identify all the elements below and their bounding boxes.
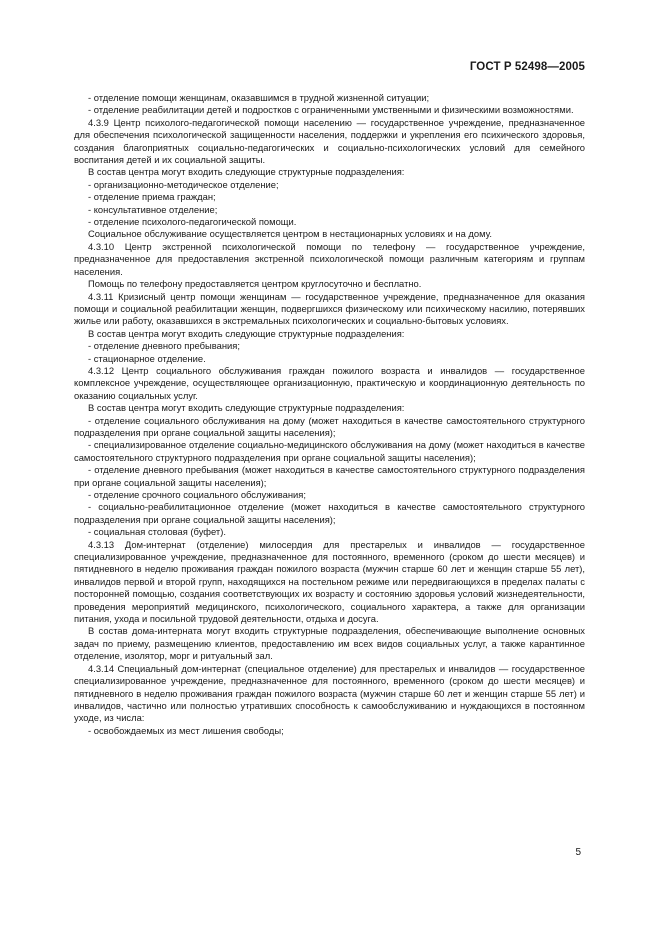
paragraph: - отделение психолого-педагогической помощи. <box>88 216 297 228</box>
paragraph: - отделение срочного социального обслуживания; <box>88 489 306 500</box>
paragraph: - отделение социального обслуживания на дому (может находиться в качестве самостоятельного структурного подразделения при органе социальной защиты населения); <box>74 414 585 438</box>
paragraph: 4.3.13 Дом-интернат (отделение) милосердия для престарелых и инвалидов — государственное специализированное учреждение, предназначенное для постоянного, временного (сроком до шести месяцев) и пятидневного в неделю проживания граждан пожилого возраста (мужчин старше 60 лет и женщин старше 55 лет), инвалидов первой и второй групп, находящихся на постельном режиме или передвигающихся в пределах палаты с посторонней помощью, создания соответствующих их возрасту и состоянию здоровья условий жизнедеятельности, проведения мероприятий медицинского, психологического, социального характера, а также для организации питания, ухода и посильной трудовой деятельности, отдыха и досуга. <box>74 538 585 625</box>
paragraph: Социальное обслуживание осуществляется центром в нестационарных условиях и на дому. <box>88 228 492 240</box>
paragraph: 4.3.14 Специальный дом-интернат (специальное отделение) для престарелых и инвалидов — государственное специализированное учреждение, предназначенное для постоянного, временного (сроком до шести месяцев) и пятидневного в неделю проживания граждан пожилого возраста (мужчин старше 60 лет и женщин старше 55 лет) и инвалидов, частично или полностью утративших способность к самообслуживанию и нуждающихся в постоянном уходе, из числа: <box>74 662 585 724</box>
paragraph: 4.3.10 Центр экстренной психологической помощи по телефону — государственное учреждение, предназначенное для предоставления экстренной психологической помощи различным категориям и группам населения. <box>74 240 585 277</box>
page-number: 5 <box>575 847 581 858</box>
paragraph: - отделение приема граждан; <box>88 191 216 203</box>
paragraph: - консультативное отделение; <box>88 203 218 215</box>
paragraph: В состав центра могут входить следующие структурные подразделения: <box>88 402 405 414</box>
paragraph: - отделение дневного пребывания (может находиться в качестве самостоятельного структурного подразделения при органе социальной защиты населения); <box>74 464 585 488</box>
paragraph: В состав центра могут входить следующие структурные подразделения: <box>88 327 405 339</box>
paragraph: - отделение помощи женщинам, оказавшимся в трудной жизненной ситуации; <box>88 92 430 103</box>
body-text <box>74 92 585 737</box>
paragraph: 4.3.12 Центр социального обслуживания граждан пожилого возраста и инвалидов — государственное комплексное учреждение, осуществляющее организационную, практическую и координационную деятельность по оказанию социальных услуг. <box>74 364 585 401</box>
paragraph: - отделение дневного пребывания; <box>88 340 240 352</box>
standard-designation: ГОСТ Р 52498—2005 <box>469 61 585 73</box>
paragraph: - специализированное отделение социально-медицинского обслуживания на дому (может находиться в качестве самостоятельного структурного подразделения при органе социальной защиты населения); <box>74 439 585 463</box>
paragraph: Помощь по телефону предоставляется центром круглосуточно и бесплатно. <box>88 278 422 290</box>
paragraph: - социально-реабилитационное отделение (может находиться в качестве самостоятельного структурного подразделения при органе социальной защиты населения); <box>74 501 585 525</box>
paragraph: - стационарное отделение. <box>88 352 206 364</box>
paragraph: В состав центра могут входить следующие структурные подразделения: <box>88 166 405 178</box>
paragraph: - отделение реабилитации детей и подростков с ограниченными умственными и физическими возможностями. <box>88 104 574 116</box>
paragraph: - социальная столовая (буфет). <box>88 526 226 538</box>
paragraph: - освобождаемых из мест лишения свободы; <box>88 724 284 736</box>
paragraph: В состав дома-интерната могут входить структурные подразделения, обеспечивающие выполнение основных задач по приему, размещению клиентов, предоставлению им всех видов социальных услуг, а также карантинное отделение, изолятор, морг и ритуальный зал. <box>74 625 585 662</box>
paragraph: - организационно-методическое отделение; <box>88 178 279 190</box>
paragraph: 4.3.11 Кризисный центр помощи женщинам — государственное учреждение, предназначенное для оказания помощи и социальной реабилитации женщин, подвергшихся физическому или психическому насилию, потерявших жилье или работу, оказавшихся в экстремальных психологических и социально-бытовых условиях. <box>74 290 585 327</box>
paragraph: 4.3.9 Центр психолого-педагогической помощи населению — государственное учреждение, предназначенное для обеспечения психологической защищенности населения, поддержки и укрепления его психического здоровья, создания благоприятных социально-педагогических и социально-психологических условий для семейного воспитания детей и их социальной защиты. <box>74 116 585 166</box>
